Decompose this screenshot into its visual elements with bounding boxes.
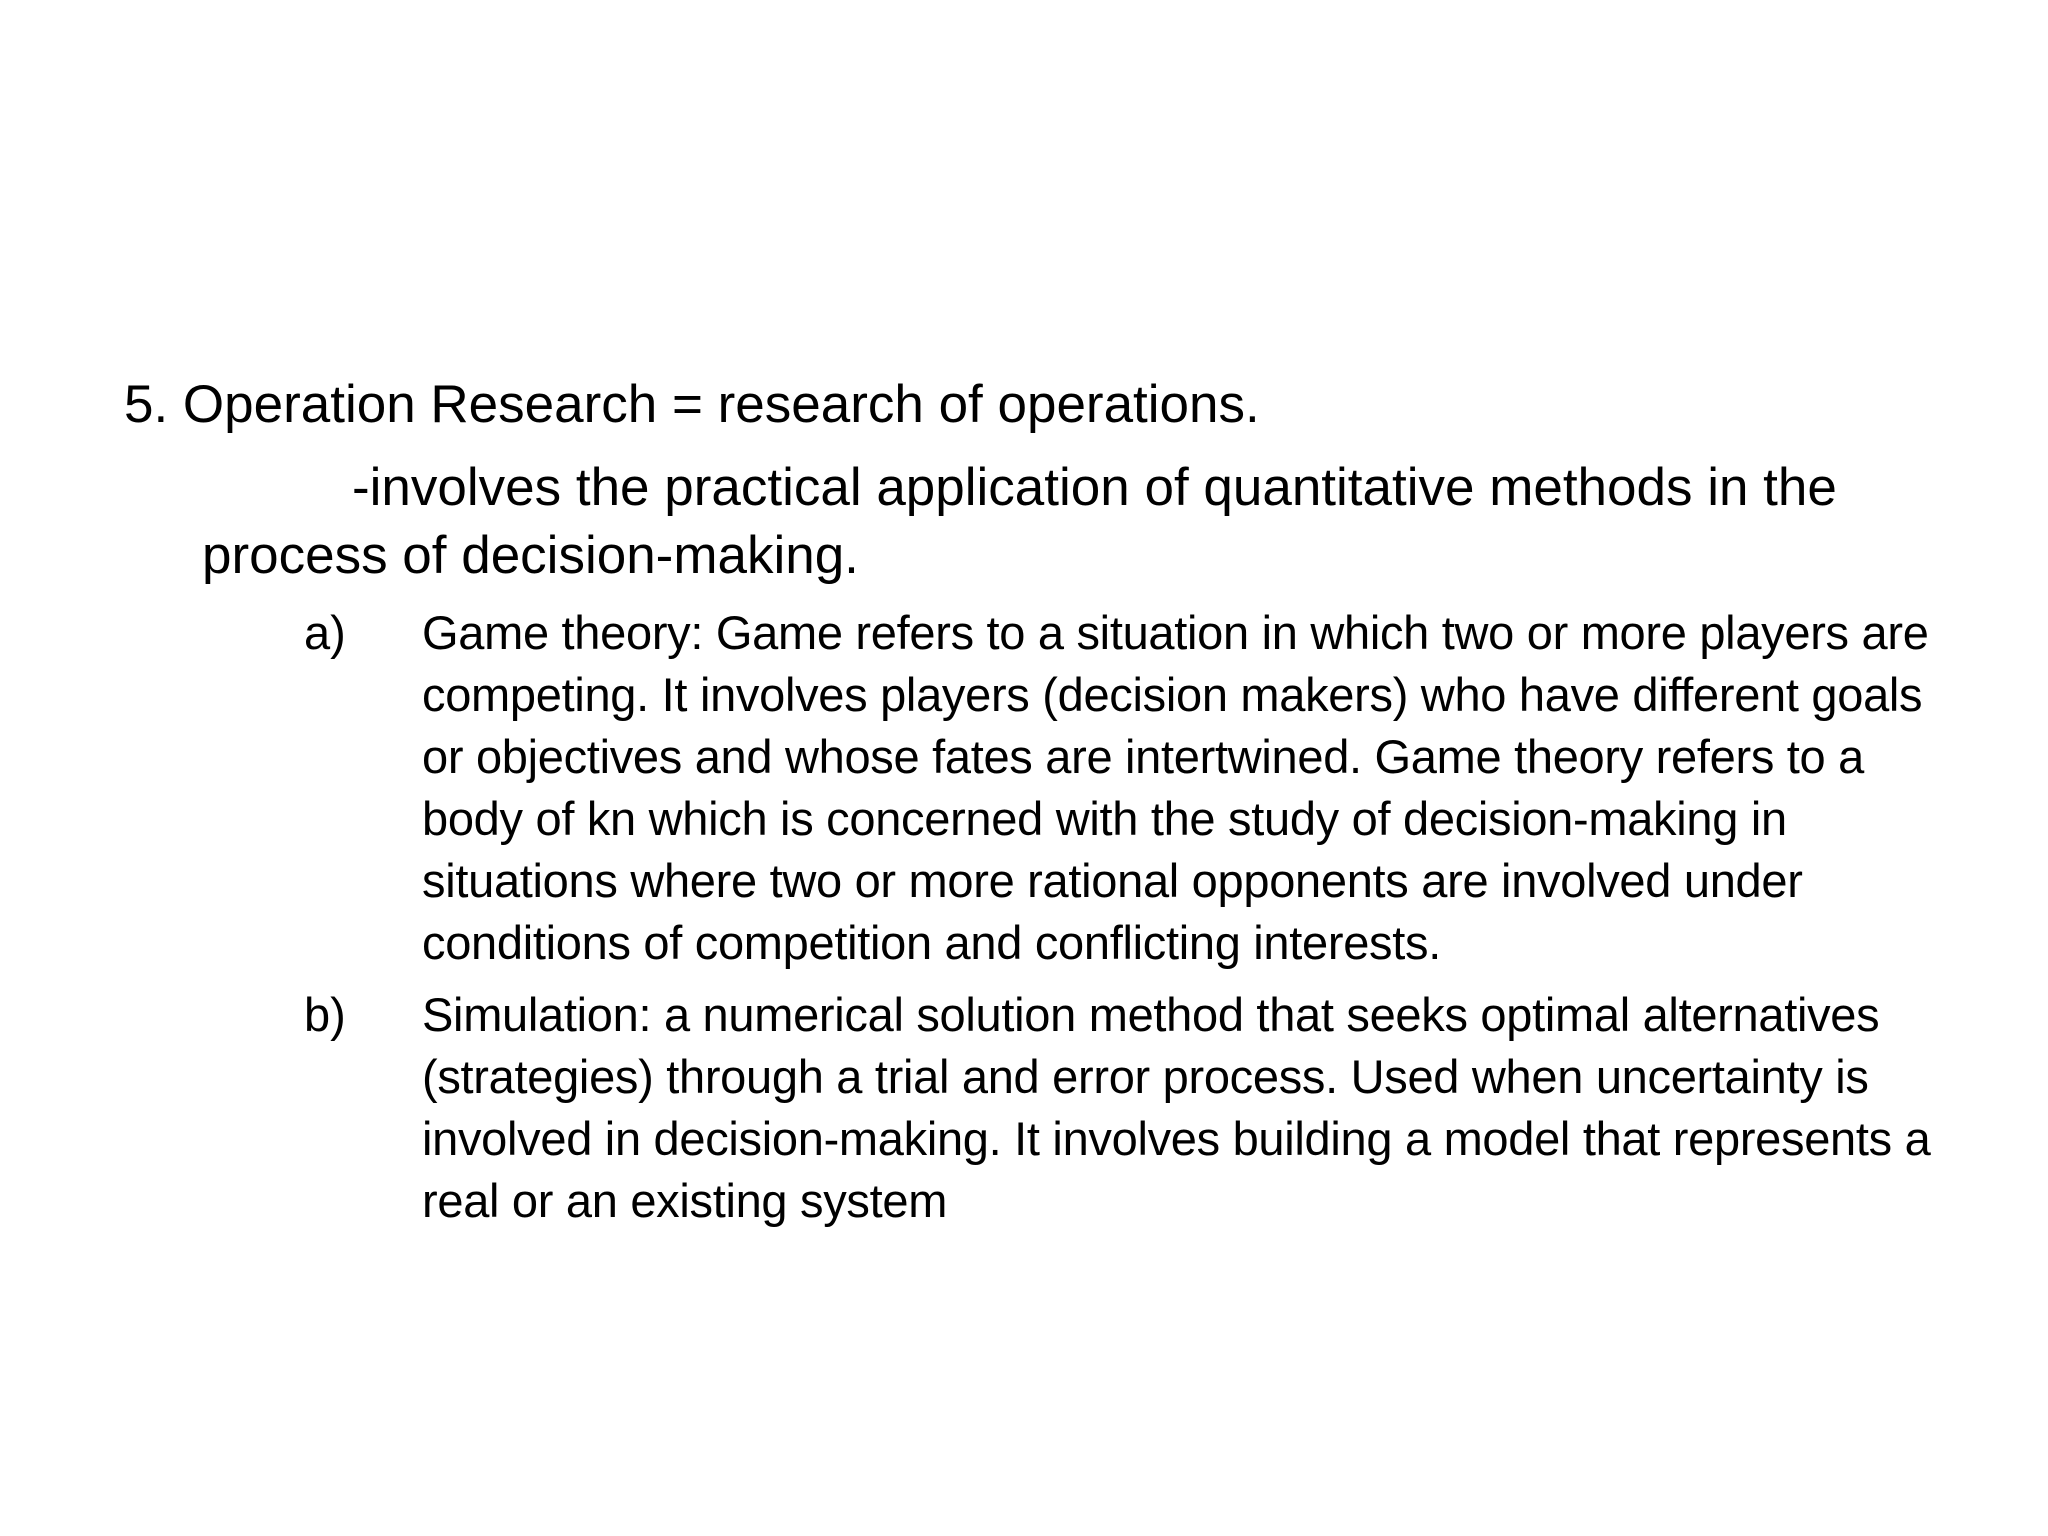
list-marker: a): [304, 606, 346, 659]
slide-heading: 5. Operation Research = research of operations.: [124, 375, 1260, 434]
definition-list: [124, 602, 1984, 1232]
list-item: [124, 984, 1984, 1232]
list-item-text: Game theory: Game refers to a situation in which two or more players are competing. It involves players (decision makers) who have different goals or objectives and whose fates are intertwined. Game theory refers to a body of kn which is concerned with the study of decision-making in situations where two or more rational opponents are involved under conditions of competition and conflicting interests.: [422, 606, 1929, 969]
list-item: [124, 602, 1984, 974]
slide-content: [124, 370, 1984, 1242]
list-marker: b): [304, 988, 346, 1041]
slide-subheading: -involves the practical application of quantitative methods in the process of decision-making.: [202, 458, 1837, 585]
list-item-text: Simulation: a numerical solution method that seeks optimal alternatives (strategies) through a trial and error process. Used when uncertainty is involved in decision-making. It involves building a model that represents a real or an existing system: [422, 988, 1931, 1227]
